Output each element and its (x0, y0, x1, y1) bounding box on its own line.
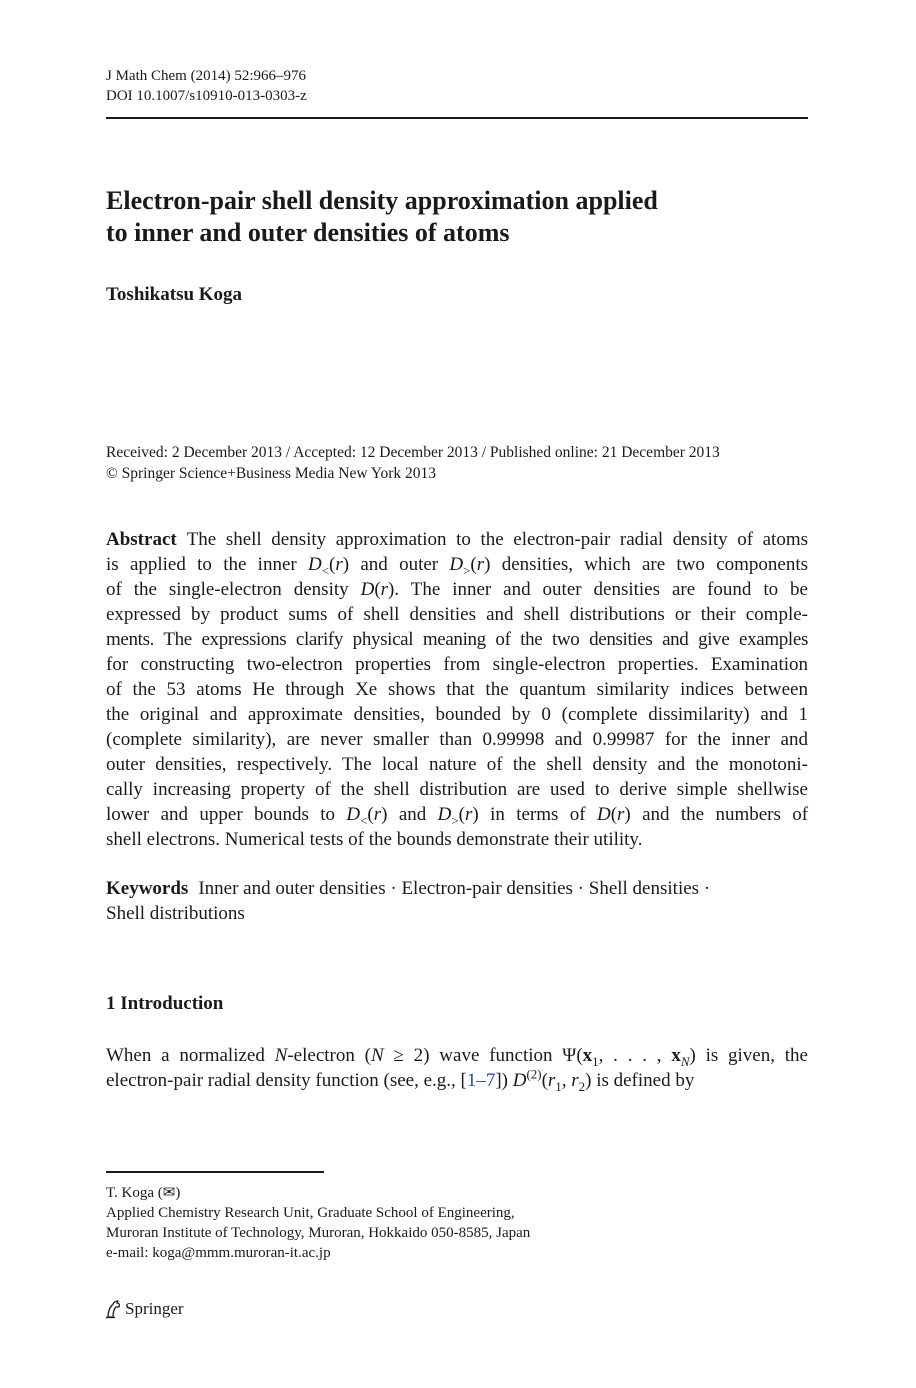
doi: DOI 10.1007/s10910-013-0303-z (106, 88, 307, 104)
abstract-line: (complete similarity), are never smaller than 0.99998 and 0.99987 for the inner and (106, 729, 808, 750)
keywords-heading: Keywords (106, 878, 189, 899)
footnote-affiliation: Muroran Institute of Technology, Muroran, Hokkaido 050-8585, Japan (106, 1225, 531, 1241)
abstract-line: ments. The expressions clarify physical meaning of the two densities and give examples (106, 629, 808, 650)
abstract-heading: Abstract (106, 529, 177, 550)
abstract-line: is applied to the inner $D_<(r)$ and outer $D_>(r)$ densities, which are two components (106, 554, 809, 578)
publication-history (106, 442, 808, 484)
abstract-line: cally increasing property of the shell distribution are used to derive simple shellwise (106, 779, 808, 800)
abstract-line: the original and approximate densities, bounded by 0 (complete dissimilarity) and 1 (106, 704, 808, 725)
introduction-paragraph (106, 1043, 808, 1093)
author-footnote (106, 1183, 808, 1263)
header-rule (106, 117, 808, 119)
footnote-rule (106, 1171, 324, 1173)
abstract-line: Abstract The shell density approximation to the electron-pair radial density of atoms (106, 529, 808, 550)
abstract-line: of the single-electron density D(r). The inner and outer densities are found to be (106, 579, 808, 600)
article-title (106, 185, 808, 249)
footnote-author: T. Koga (✉) (106, 1185, 181, 1201)
publisher-name: Springer (125, 1299, 184, 1318)
abstract-line: outer densities, respectively. The local nature of the shell density and the monotoni- (106, 754, 808, 775)
footnote-affiliation: Applied Chemistry Research Unit, Graduate School of Engineering, (106, 1205, 515, 1221)
keywords-line: Shell distributions (106, 903, 245, 924)
keywords-line: Keywords Inner and outer densities · Electron-pair densities · Shell densities · (106, 878, 711, 899)
title-line-1: Electron-pair shell density approximation applied (106, 186, 658, 215)
running-header (106, 66, 808, 106)
abstract-line: shell electrons. Numerical tests of the bounds demonstrate their utility. (106, 829, 643, 850)
keywords (106, 876, 808, 926)
abstract (106, 527, 808, 852)
copyright-line: © Springer Science+Business Media New York 2013 (106, 465, 437, 482)
springer-horse-icon (104, 1299, 122, 1319)
citation-link[interactable]: 1–7 (466, 1070, 496, 1091)
publisher-logo (104, 1299, 184, 1319)
abstract-line: expressed by product sums of shell densities and shell distributions or their comple- (106, 604, 808, 625)
abstract-line: for constructing two-electron properties from single-electron properties. Examination (106, 654, 808, 675)
history-dates: Received: 2 December 2013 / Accepted: 12 December 2013 / Published online: 21 December 2013 (106, 444, 720, 461)
intro-line: When a normalized N-electron (N ≥ 2) wave function $\Psi(x_1$, . . . , $x_N$) is given, the (106, 1045, 808, 1069)
author-name: Toshikatsu Koga (106, 284, 243, 305)
abstract-line: of the 53 atoms He through Xe shows that the quantum similarity indices between (106, 679, 808, 700)
journal-citation: J Math Chem (2014) 52:966–976 (106, 68, 306, 84)
intro-line: electron-pair radial density function (see, e.g., [1–7]) $D^{(2)}(r_1$, $r_2$) is defined by (106, 1066, 695, 1094)
title-line-2: to inner and outer densities of atoms (106, 218, 510, 247)
section-heading-introduction: 1 Introduction (106, 993, 224, 1014)
abstract-line: lower and upper bounds to $D_<(r)$ and $D_>(r)$ in terms of D(r) and the numbers of (106, 804, 809, 828)
footnote-email[interactable]: e-mail: koga@mmm.muroran-it.ac.jp (106, 1245, 331, 1261)
